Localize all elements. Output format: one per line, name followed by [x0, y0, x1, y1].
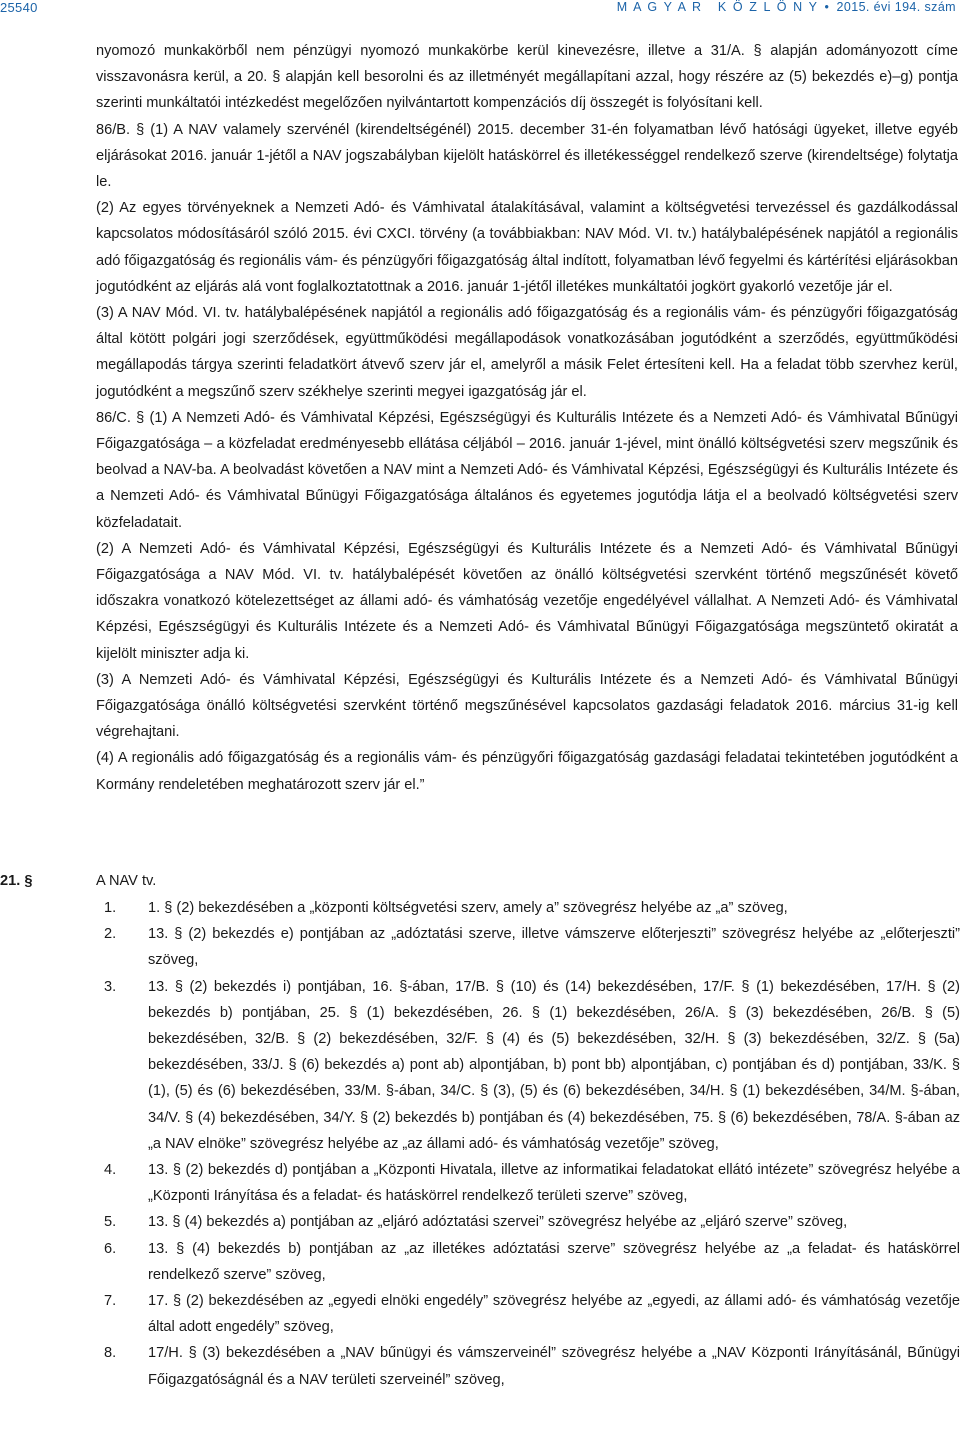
list-item-text: 13. § (2) bekezdés i) pontjában, 16. §-ában, 17/B. § (10) és (14) bekezdésében, 17/F. § (1) bekezdésében, 17/H. § (2) bekezdés b) pontjában, 25. § (1) bekezdésében, 26. § (1) bekezdésében, 26/A. § (3) bekezdésében, 26/B. § (5) bekezdésében, 32/B. § (2) bekezdésében, 32/F. § (4) és (5) bekezdésében, 32/H. § (3) bekezdésében, 32/Z. § (5a) bekezdésében, 33/J. § (6) bekezdés a) pont ab) alpontjában, b) pont bb) alpontjában, c) pontjában és d) pontjában, 33/K. § (1), (5) és (6) bekezdésében, 33/M. §-ában, 34/C. § (3), (5) és (6) bekezdésében, 34/H. § (1) bekezdésében, 34/M. §-ában, 34/V. § (4) bekezdésében, 34/Y. § (2) bekezdés b) pontjában és (4) bekezdésében, 75. § (6) bekezdésében, 78/A. §-ában az „a NAV elnöke” szövegrész helyébe az „az állami adó- és vámhatóság vezetője” szöveg,	[148, 978, 960, 1152]
paragraph: (3) A NAV Mód. VI. tv. hatálybalépésének napjától a regionális adó főigazgatóság és a regionális vám- és pénzügyőri főigazgatóság által kötött polgári jogi szerződések, együttműködési megállapodások vonatkozásában jogutódként a szerződés, együttműködési megállapodás tárgya szerinti feladatkört átvevő szerv jár el, amelyről a másik Felet értesíteni kell. Ha a feladat több szervhez kerül, jogutódként a megszűnő szerv székhelye szerinti megyei igazgatóság jár el.	[96, 305, 958, 400]
issue-number: 2015. évi 194. szám	[836, 0, 956, 14]
paragraph: (4) A regionális adó főigazgatóság és a regionális vám- és pénzügyőri főigazgatóság gazdasági feladatai tekintetében jogutódként a Kormány rendeletében meghatározott szerv jár el.”	[96, 750, 958, 793]
list-item-text: 13. § (2) bekezdés d) pontjában a „Központi Hivatala, illetve az informatikai feladatokat ellátó intézete” szövegrész helyébe a „Központi Irányítása és a feladat- és hatáskörrel rendelkező területi szerve” szöveg,	[148, 1162, 960, 1205]
list-item-text: 17/H. § (3) bekezdésében a „NAV bűnügyi és vámszerveinél” szövegrész helyébe a „NAV Központi Irányításánál, Bűnügyi Főigazgatóságnál és a NAV területi szerveinél” szöveg,	[148, 1345, 960, 1388]
list-item-text: 1. § (2) bekezdésében a „központi költségvetési szerv, amely a” szövegrész helyébe az „a” szöveg,	[148, 900, 788, 916]
list-item-text: 13. § (2) bekezdés e) pontjában az „adóztatási szerve, illetve vámszerve előterjeszti” szövegrész helyébe az „előterjeszti” szöveg,	[148, 926, 960, 969]
paragraph: (2) A Nemzeti Adó- és Vámhivatal Képzési, Egészségügyi és Kulturális Intézete és a Nemzeti Adó- és Vámhivatal Bűnügyi Főigazgatósága a NAV Mód. VI. tv. hatálybalépését követően az önálló költségvetési szervként történő megszűnését követő időszakra vonatkozó kötelezettséget az állami adó- és vámhatóság vezetője engedélyével vállalhat. A Nemzeti Adó- és Vámhivatal Képzési, Egészségügyi és Kulturális Intézete és a Nemzeti Adó- és Vámhivatal Bűnügyi Főigazgatósága megszüntető okiratát a kijelölt miniszter adja ki.	[96, 540, 958, 662]
list-item	[0, 1157, 960, 1209]
section-21	[0, 867, 960, 1393]
header-separator: •	[824, 0, 831, 14]
list-item-number: 2.	[104, 926, 117, 943]
journal-title	[617, 0, 956, 14]
list-item	[0, 1340, 960, 1392]
page-number: 25540	[0, 0, 38, 15]
list-item-number: 7.	[104, 1293, 117, 1310]
list-item-number: 8.	[104, 1345, 117, 1362]
amendment-list	[0, 895, 960, 1393]
list-item-number: 5.	[104, 1214, 117, 1231]
list-item	[0, 1209, 960, 1235]
list-item-number: 4.	[104, 1162, 117, 1179]
list-item-number: 1.	[104, 900, 117, 916]
paragraph: nyomozó munkakörből nem pénzügyi nyomozó munkakörbe kerül kinevezésre, illetve a 31/A. § alapján adományozott címe visszavonásra kerül, a 20. § alapján kell besorolni és az illetményét megállapítani azzal, hogy részére az (5) bekezdés e)–g) pontja szerinti munkáltatói intézkedést megelőzően nyilvántartott kompenzációs díj összegét is folyósítani kell.	[96, 43, 958, 112]
section-number: 21. §	[0, 873, 33, 889]
list-item	[0, 1288, 960, 1340]
paragraph: 86/B. § (1) A NAV valamely szervénél (kirendeltségénél) 2015. december 31-én folyamatban lévő hatósági ügyeket, illetve egyéb eljárásokat 2016. január 1-jétől a NAV jogszabályban kijelölt hatáskörrel és illetékességgel rendelkező szerve (kirendeltsége) folytatja le.	[96, 121, 958, 191]
page-header	[0, 0, 960, 24]
list-item	[0, 1236, 960, 1288]
list-item-text: 13. § (4) bekezdés b) pontjában az „az illetékes adóztatási szerve” szövegrész helyébe az „a feladat- és hatáskörrel rendelkező szerve” szöveg,	[148, 1240, 960, 1283]
list-item-number: 3.	[104, 978, 117, 995]
paragraph: 86/C. § (1) A Nemzeti Adó- és Vámhivatal Képzési, Egészségügyi és Kulturális Intézete és a Nemzeti Adó- és Vámhivatal Bűnügyi Főigazgatósága – a közfeladat eredményesebb ellátása céljából – 2016. január 1-jével, mint önálló költségvetési szerv megszűnik és beolvad a NAV-ba. A beolvadást követően a NAV mint a Nemzeti Adó- és Vámhivatal Képzési, Egészségügyi és Kulturális Intézete és a Nemzeti Adó- és Vámhivatal Bűnügyi Főigazgatósága általános és egyetemes jogutódja látja el a beolvadó költségvetési szerv közfeladatait.	[96, 409, 958, 531]
list-item	[0, 921, 960, 973]
list-item-text: 17. § (2) bekezdésében az „egyedi elnöki engedély” szövegrész helyébe az „egyedi, az állami adó- és vámhatóság vezetője által adott engedély” szöveg,	[148, 1293, 960, 1336]
list-item-number: 6.	[104, 1240, 117, 1257]
section-heading	[0, 867, 960, 895]
list-item-text: 13. § (4) bekezdés a) pontjában az „eljáró adóztatási szervei” szövegrész helyébe az „eljáró szerve” szöveg,	[148, 1214, 848, 1231]
section-title: A NAV tv.	[96, 873, 157, 889]
body-text	[96, 38, 958, 798]
paragraph: (2) Az egyes törvényeknek a Nemzeti Adó- és Vámhivatal átalakításával, valamint a költségvetési tervezéssel és gazdálkodással kapcsolatos módosításáról szóló 2015. évi CXCI. törvény (a továbbiakban: NAV Mód. VI. tv.) hatálybalépésének napjától a regionális adó főigazgatóság és regionális vám- és pénzügyőri főigazgatóság által indított, folyamatban lévő fegyelmi és kártérítési eljárásokban jogutódként az eljárás alá vont foglalkoztatottnak a 2016. január 1-jétől illetékes munkáltatói jogkört gyakorló vezetője jár el.	[96, 200, 958, 295]
list-item	[0, 895, 960, 921]
list-item	[0, 974, 960, 1157]
paragraph: (3) A Nemzeti Adó- és Vámhivatal Képzési, Egészségügyi és Kulturális Intézete és a Nemzeti Adó- és Vámhivatal Bűnügyi Főigazgatósága önálló költségvetési szervként történő megszűnésével kapcsolatos gazdasági feladatok 2016. március 31-ig kell végrehajtani.	[96, 671, 958, 741]
journal-name: M A G Y A R K Ö Z L Ö N Y	[616, 0, 819, 14]
